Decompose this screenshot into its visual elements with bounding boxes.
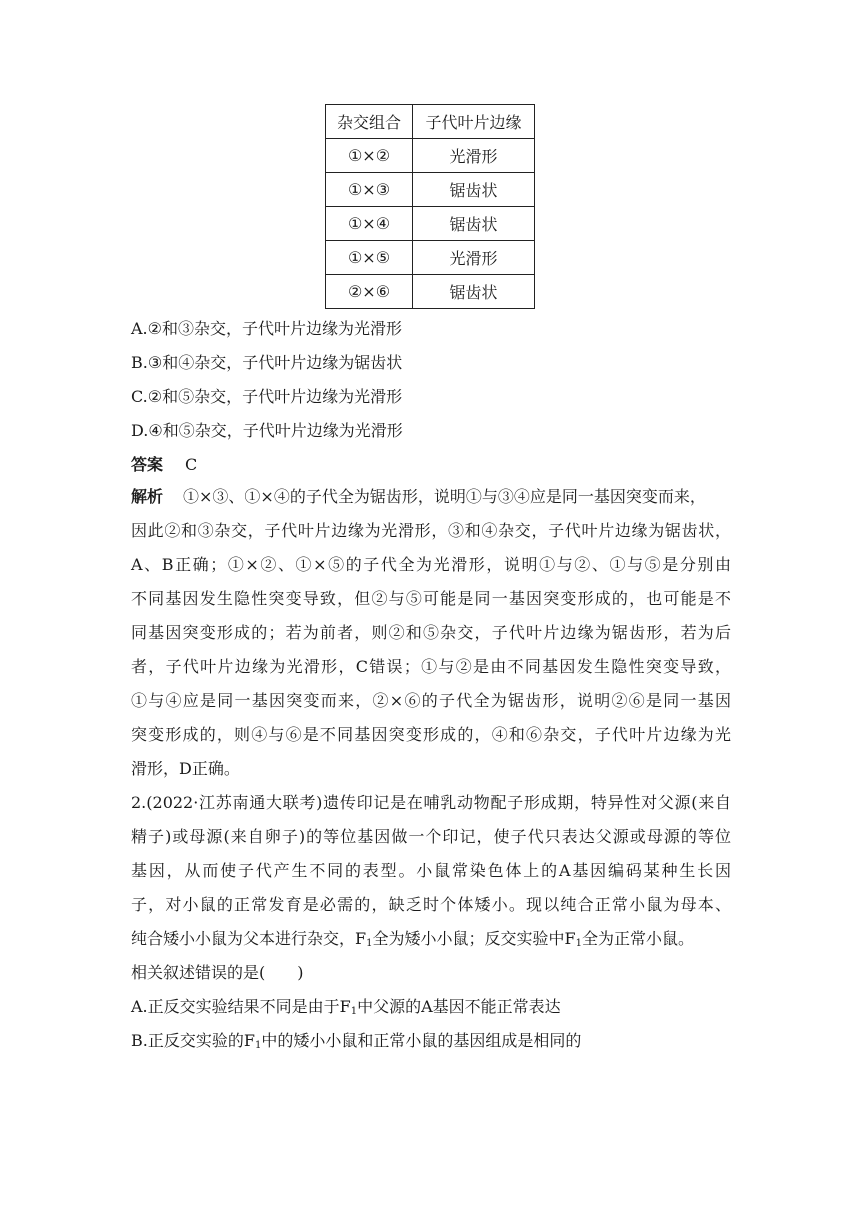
analysis-line: ①与④应是同一基因突变而来，②×⑥的子代全为锯齿形，说明②⑥是同一基因: [131, 691, 731, 710]
table-header-cell: 杂交组合: [326, 105, 413, 139]
table-header-cell: 子代叶片边缘: [413, 105, 535, 139]
stem-line: 相关叙述错误的是( ): [131, 963, 304, 982]
answer-label: 答案: [131, 455, 164, 474]
table-cell: 光滑形: [413, 241, 535, 275]
table-cell: ①×④: [326, 207, 413, 241]
stem-line: 精子)或母源(来自卵子)的等位基因做一个印记，使子代只表达父源或母源的等位: [131, 827, 731, 846]
analysis-line: 突变形成的，则④与⑥是不同基因突变形成的，④和⑥杂交，子代叶片边缘为光: [131, 725, 731, 744]
stem-text: 全为矮小小鼠；反交实验中F: [372, 929, 576, 948]
table-cell: 锯齿状: [413, 275, 535, 309]
analysis-text: ①×③、①×④的子代全为锯齿形，说明①与③④应是同一基因突变而来，: [183, 487, 706, 506]
analysis-line: 者，子代叶片边缘为光滑形，C错误；①与②是由不同基因发生隐性突变导致，: [131, 657, 731, 676]
option-text: B.正反交实验的F: [131, 1031, 255, 1050]
analysis-label: 解析: [131, 487, 164, 506]
analysis-line: 因此②和③杂交，子代叶片边缘为光滑形，③和④杂交，子代叶片边缘为锯齿状，: [131, 521, 731, 540]
subscript: 1: [350, 1006, 358, 1017]
analysis-line: [131, 480, 731, 514]
analysis-line: A、B正确；①×②、①×⑤的子代全为光滑形，说明①与②、①与⑤是分别由: [131, 555, 731, 574]
table-row: [326, 241, 535, 275]
stem-line: 子，对小鼠的正常发育是必需的，缺乏时个体矮小。现以纯合正常小鼠为母本、: [131, 895, 731, 914]
table-row: [326, 173, 535, 207]
analysis-block: [131, 480, 731, 786]
stem-line: 2.(2022·江苏南通大联考)遗传印记是在哺乳动物配子形成期，特异性对父源(来自: [131, 793, 731, 812]
table-cell: ①×⑤: [326, 241, 413, 275]
answer-line: [131, 455, 197, 475]
stem-text: 全为正常小鼠。: [581, 929, 694, 948]
option-b: B.③和④杂交，子代叶片边缘为锯齿状: [131, 353, 403, 372]
analysis-line: 不同基因发生隐性突变导致，但②与⑤可能是同一基因突变形成的，也可能是不: [131, 589, 731, 608]
table-header-row: [326, 105, 535, 139]
subscript: 1: [254, 1040, 262, 1051]
analysis-line: 同基因突变形成的；若为前者，则②和⑤杂交，子代叶片边缘为锯齿形，若为后: [131, 623, 731, 642]
stem-line: 基因，从而使子代产生不同的表型。小鼠常染色体上的A基因编码某种生长因: [131, 861, 731, 880]
q2-option-b: [131, 1031, 581, 1051]
option-c: C.②和⑤杂交，子代叶片边缘为光滑形: [131, 387, 403, 406]
table-cell: 锯齿状: [413, 173, 535, 207]
table-cell: 锯齿状: [413, 207, 535, 241]
table-cell: 光滑形: [413, 139, 535, 173]
table-cell: ①×②: [326, 139, 413, 173]
subscript: 1: [366, 938, 373, 949]
option-d: D.④和⑤杂交，子代叶片边缘为光滑形: [131, 421, 403, 440]
table-cell: ①×③: [326, 173, 413, 207]
subscript: 1: [575, 938, 582, 949]
stem-line: [131, 922, 731, 956]
table-row: [326, 207, 535, 241]
analysis-line: 滑形，D正确。: [131, 759, 240, 778]
cross-result-table: [325, 104, 535, 309]
option-text: A.正反交实验结果不同是由于F: [131, 997, 351, 1016]
option-a: A.②和③杂交，子代叶片边缘为光滑形: [131, 319, 402, 338]
option-text: 中的矮小小鼠和正常小鼠的基因组成是相同的: [261, 1031, 582, 1050]
table-row: [326, 139, 535, 173]
question-2-stem: [131, 786, 731, 990]
table-row: [326, 275, 535, 309]
answer-value: C: [185, 455, 198, 474]
option-text: 中父源的A基因不能正常表达: [357, 997, 561, 1016]
q2-option-a: [131, 997, 561, 1017]
table-cell: ②×⑥: [326, 275, 413, 309]
stem-text: 纯合矮小小鼠为父本进行杂交，F: [131, 929, 367, 948]
